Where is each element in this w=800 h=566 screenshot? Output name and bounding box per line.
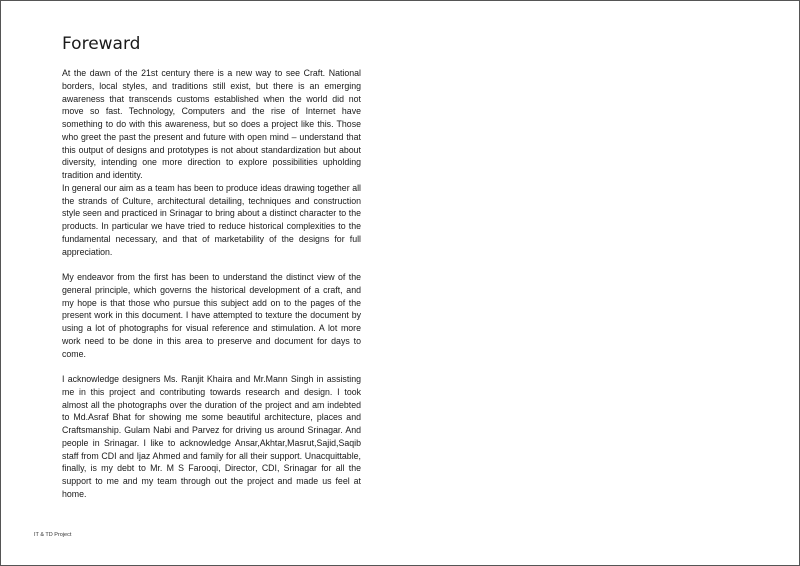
foreword-body — [62, 67, 361, 501]
paragraph-4: I acknowledge designers Ms. Ranjit Khaira and Mr.Mann Singh in assisting me in this project and contributing towards research and design. I took almost all the photographs over the duration of the project and am indebted to Md.Asraf Bhat for showing me some beautiful architecture, places and Craftsmanship. Gulam Nabi and Parvez for driving us around Srinagar. And people in Srinagar. I like to acknowledge Ansar,Akhtar,Masrut,Sajid,Saqib staff from CDI and Ijaz Ahmed and family for all their support. Unacquittable, finally, is my debt to Mr. M S Farooqi, Director, CDI, Srinagar for all the support to me and my team through out the project and made us feel at home. — [62, 374, 361, 499]
page-footer: IT & TD Project — [34, 532, 72, 538]
paragraph-3: My endeavor from the first has been to understand the distinct view of the general principle, which governs the historical development of a craft, and my hope is that those who pursue this subject add on to the pages of the present work in this document. I have attempted to texture the document by using a lot of photographs for visual reference and stimulation. A lot more work need to be done in this area to preserve and document for days to come. — [62, 272, 361, 359]
paragraph-2: In general our aim as a team has been to produce ideas drawing together all the strands of Culture, architectural detailing, techniques and construction style seen and practiced in Srinagar to bring about a distinct character to the products. In particular we have tried to reduce historical complexities to the fundamental necessary, and that of marketability of the designs for full appreciation. — [62, 182, 361, 257]
paragraph-1: At the dawn of the 21st century there is a new way to see Craft. National borders, local styles, and traditions still exist, but there is an emerging awareness that transcends customs established when the world did not move so fast. Technology, Computers and the rise of Internet have something to do with this awareness, but so does a project like this. Those who greet the past the present and future with open mind – understand that this output of designs and prototypes is not about standardization but about diversity, intending one more direction to explore possibilities upholding tradition and identity. — [62, 68, 361, 180]
page-title: Foreward — [62, 34, 141, 54]
